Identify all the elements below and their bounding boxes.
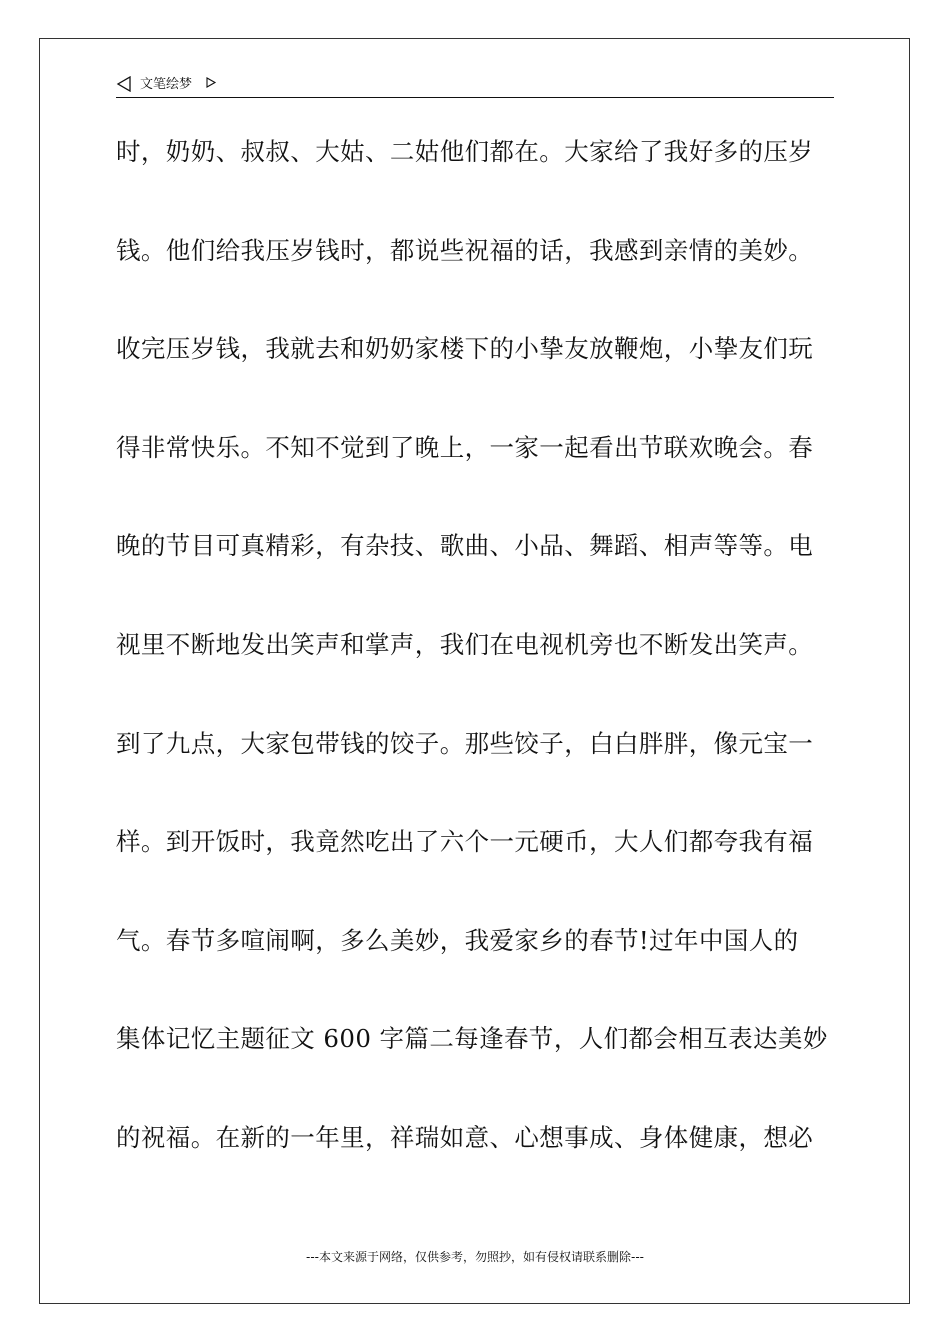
header-title: 文笔绘梦 [140, 77, 193, 92]
text-line: 集体记忆主题征文 600 字篇二每逢春节，人们都会相互表达美妙 [116, 1024, 828, 1054]
text-line: 到了九点，大家包带钱的饺子。那些饺子，白白胖胖，像元宝一 [116, 728, 814, 758]
text-line: 视里不断地发出笑声和掌声，我们在电视机旁也不断发出笑声。 [116, 629, 814, 659]
text-line: 晚的节目可真精彩，有杂技、歌曲、小品、舞蹈、相声等等。电 [116, 531, 814, 561]
page-header [116, 74, 834, 98]
text-line: 的祝福。在新的一年里，祥瑞如意、心想事成、身体健康，想必 [116, 1122, 814, 1152]
triangle-left-outline-icon [116, 76, 132, 92]
triangle-right-outline-icon [206, 77, 217, 89]
footer-disclaimer: ---本文来源于网络，仅供参考，勿照抄，如有侵权请联系删除--- [306, 1250, 644, 1264]
text-line: 时，奶奶、叔叔、大姑、二姑他们都在。大家给了我好多的压岁 [116, 137, 814, 166]
text-line: 收完压岁钱，我就去和奶奶家楼下的小挚友放鞭炮，小挚友们玩 [116, 334, 814, 364]
text-line: 钱。他们给我压岁钱时，都说些祝福的话，我感到亲情的美妙。 [116, 235, 814, 265]
text-line: 样。到开饭时，我竟然吃出了六个一元硬币，大人们都夸我有福 [116, 827, 814, 857]
text-line: 气。春节多喧闹啊，多么美妙，我爱家乡的春节!过年中国人的 [116, 925, 799, 955]
body-text [116, 128, 836, 1213]
text-line: 得非常快乐。不知不觉到了晚上，一家一起看出节联欢晚会。春 [116, 432, 814, 462]
